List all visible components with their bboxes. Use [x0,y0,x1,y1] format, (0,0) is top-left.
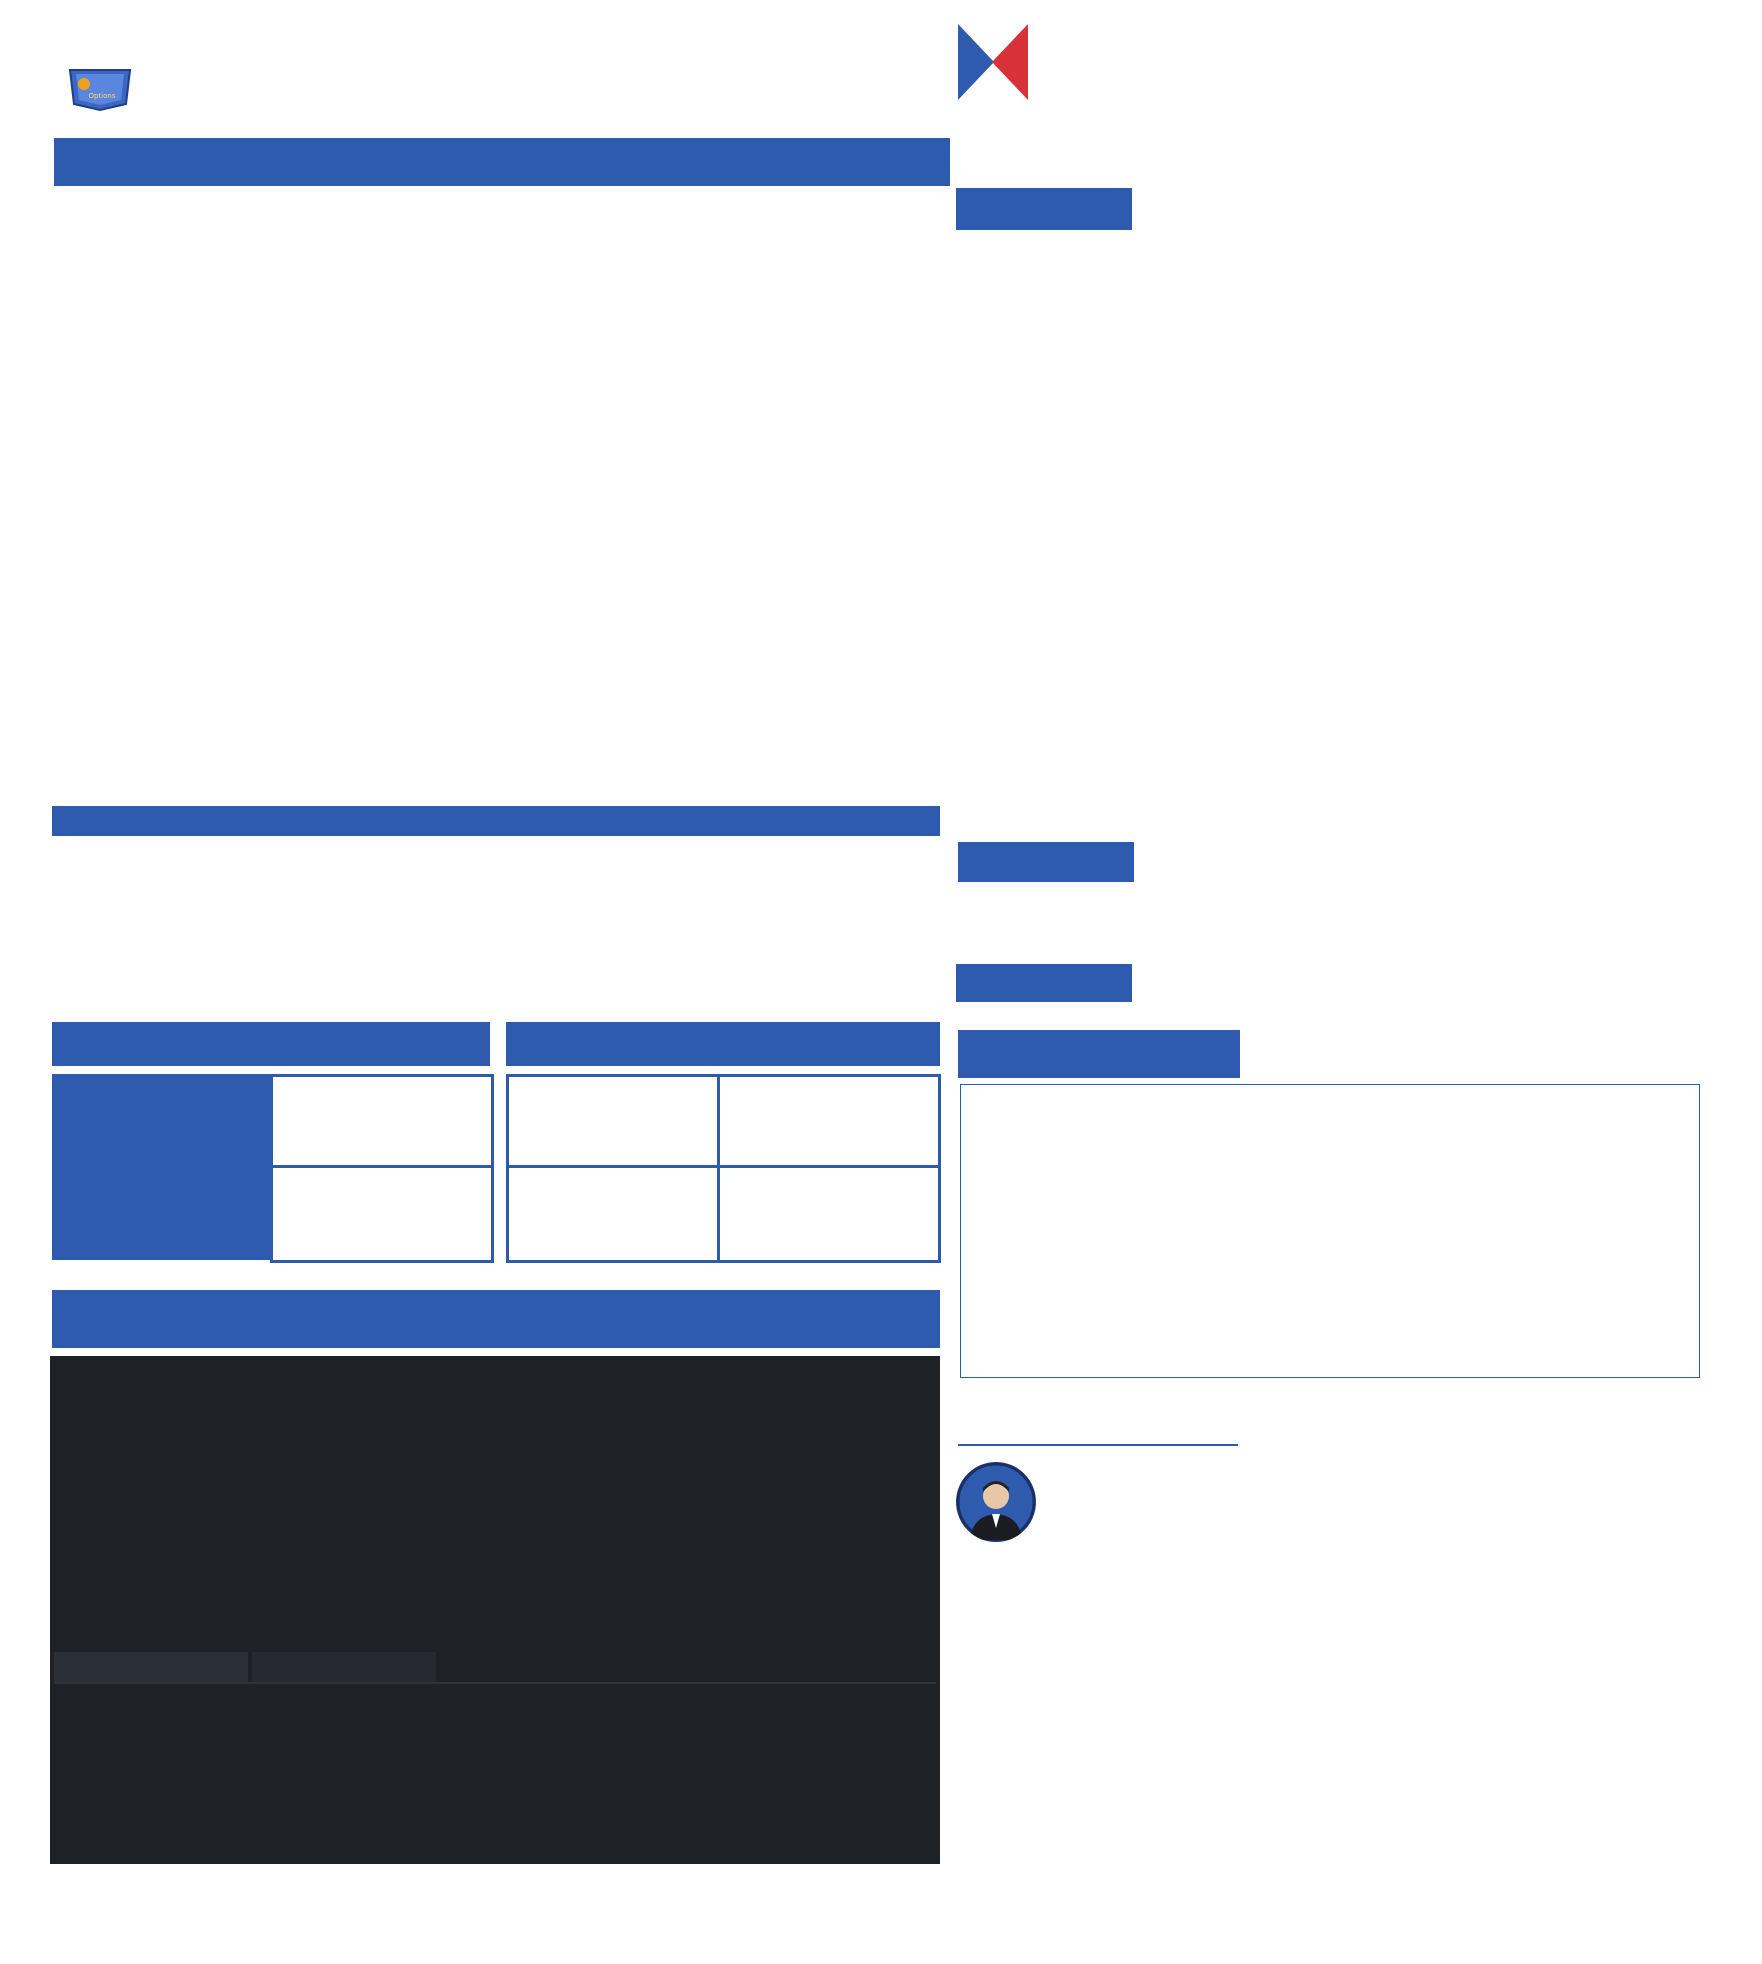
tab-divider [54,1682,936,1684]
options-table-header [52,806,940,836]
payoff-panel [50,1356,940,1864]
set50-logo [66,64,134,112]
tab-selected-all[interactable] [54,1652,248,1682]
oi-title [52,1022,490,1066]
pcr-chart-box [960,1084,1700,1378]
pcr-label [958,1030,1240,1078]
payoff-chart [50,1356,940,1646]
call-put-header [506,1022,940,1066]
tab-selected-portfolio[interactable] [252,1652,436,1682]
chg-call [506,1165,720,1263]
svg-text:Options: Options [88,92,116,100]
day-label [956,964,1132,1002]
chg-total [270,1165,494,1263]
reasons-title [956,188,1132,230]
avatar [956,1462,1036,1542]
payoff-title [52,1290,940,1348]
oi-put [717,1074,941,1168]
chg-label [52,1166,270,1260]
index-chart-title [54,138,950,186]
research-underline [958,1444,1238,1446]
company-logo [958,24,1028,100]
chg-put [717,1165,941,1263]
trend-title [958,842,1134,882]
open-interest-label [52,1074,270,1166]
set50-candlestick-chart [54,190,950,800]
oi-call [506,1074,720,1168]
oi-total [270,1074,494,1168]
pcr-line-chart [961,1085,1699,1377]
